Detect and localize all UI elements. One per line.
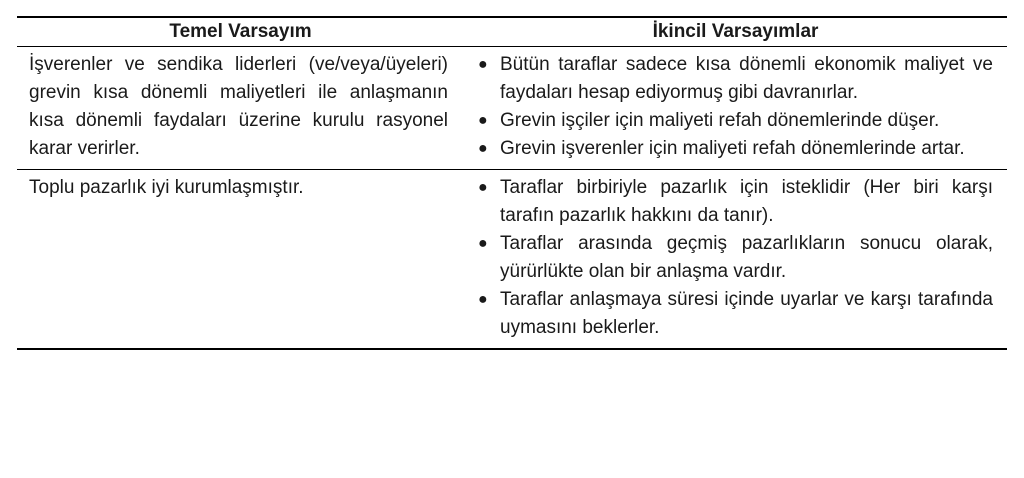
list-item-text: Taraflar birbiriyle pazarlık için isteklidir (Her biri karşı tarafın pazarlık hakkını da tanır).: [500, 177, 993, 226]
list-item-text: Grevin işverenler için maliyeti refah dönemlerinde artar.: [500, 138, 965, 159]
table-header-row: [17, 17, 1007, 47]
secondary-assumptions-cell: [464, 170, 1007, 350]
primary-assumption-cell: Toplu pazarlık iyi kurumlaşmıştır.: [17, 170, 464, 350]
bullet-icon: ●: [478, 112, 488, 129]
list-item: [472, 174, 999, 230]
list-item-text: Grevin işçiler için maliyeti refah dönemlerinde düşer.: [500, 110, 940, 131]
bullet-icon: ●: [478, 235, 488, 252]
bullet-icon: ●: [478, 56, 488, 73]
list-item: [472, 135, 999, 163]
header-primary-assumption: Temel Varsayım: [17, 17, 464, 47]
table-row: [17, 47, 1007, 170]
bullet-icon: ●: [478, 179, 488, 196]
list-item-text: Bütün taraflar sadece kısa dönemli ekonomik maliyet ve faydaları hesap ediyormuş gibi davranırlar.: [500, 54, 993, 103]
list-item: [472, 230, 999, 286]
list-item-text: Taraflar arasında geçmiş pazarlıkların sonucu olarak, yürürlükte olan bir anlaşma vardır.: [500, 233, 993, 282]
list-item: [472, 107, 999, 135]
assumptions-table-container: [17, 16, 1007, 350]
list-item: [472, 51, 999, 107]
list-item: [472, 286, 999, 342]
list-item-text: Taraflar anlaşmaya süresi içinde uyarlar ve karşı tarafında uymasını beklerler.: [500, 289, 993, 338]
table-row: [17, 170, 1007, 350]
secondary-assumptions-cell: [464, 47, 1007, 170]
bullet-icon: ●: [478, 140, 488, 157]
secondary-assumptions-list: [472, 174, 999, 342]
header-secondary-assumptions: İkincil Varsayımlar: [464, 17, 1007, 47]
assumptions-table: [17, 16, 1007, 350]
secondary-assumptions-list: [472, 51, 999, 163]
primary-assumption-cell: İşverenler ve sendika liderleri (ve/veya/üyeleri) grevin kısa dönemli maliyetleri ile anlaşmanın kısa dönemli faydaları üzerine kurulu rasyonel karar verirler.: [17, 47, 464, 170]
bullet-icon: ●: [478, 291, 488, 308]
